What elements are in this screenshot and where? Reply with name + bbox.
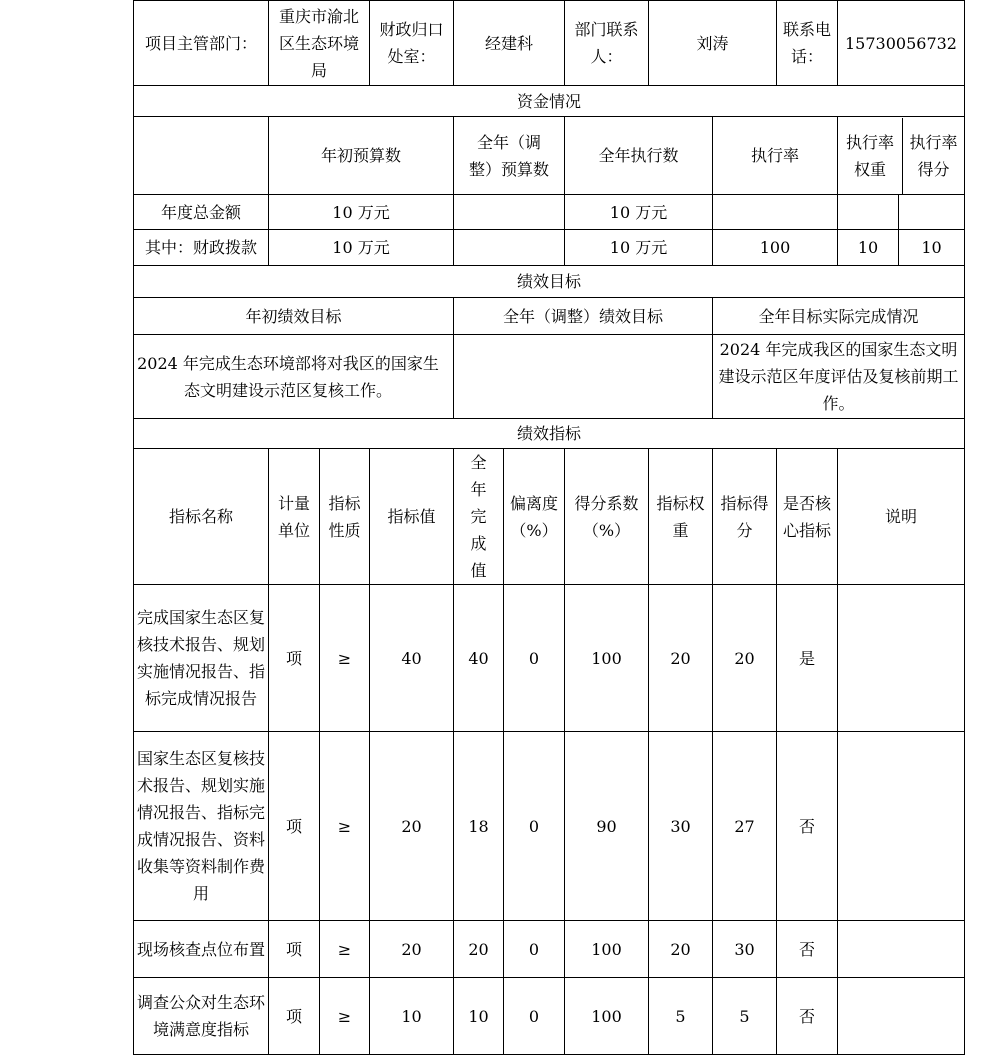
indicator-target: 40 <box>370 585 454 732</box>
indicator-actual: 10 <box>454 978 504 1055</box>
indicator-deviation: 0 <box>504 978 565 1055</box>
ind-header-name: 指标名称 <box>134 449 269 585</box>
indicator-weight: 20 <box>649 921 713 978</box>
goals-adjusted <box>454 335 713 419</box>
goals-header-initial: 年初绩效目标 <box>134 298 454 335</box>
indicator-core: 否 <box>777 732 838 921</box>
ind-header-deviation: 偏离度（%） <box>504 449 565 585</box>
funds-header-initial: 年初预算数 <box>269 117 454 195</box>
indicator-actual: 18 <box>454 732 504 921</box>
funds-row-rate: 100 <box>713 230 838 266</box>
indicator-coef: 100 <box>565 921 649 978</box>
indicator-deviation: 0 <box>504 732 565 921</box>
indicator-nature: ≥ <box>320 585 370 732</box>
indicator-name: 现场核查点位布置 <box>134 921 269 978</box>
indicator-nature: ≥ <box>320 732 370 921</box>
indicator-weight: 20 <box>649 585 713 732</box>
indicator-coef: 100 <box>565 978 649 1055</box>
funds-row-score: 10 <box>921 238 942 257</box>
funds-row-score <box>899 195 964 229</box>
goals-actual: 2024 年完成我区的国家生态文明建设示范区年度评估及复核前期工作。 <box>713 335 965 419</box>
indicator-note <box>838 978 965 1055</box>
ind-header-note: 说明 <box>838 449 965 585</box>
indicator-unit: 项 <box>269 921 320 978</box>
indicator-deviation: 0 <box>504 921 565 978</box>
indicator-weight: 30 <box>649 732 713 921</box>
funds-header-executed: 全年执行数 <box>565 117 713 195</box>
dept-label: 项目主管部门： <box>134 1 269 86</box>
funds-row-rate <box>713 195 838 230</box>
indicator-coef: 90 <box>565 732 649 921</box>
phone-label: 联系电话： <box>777 1 838 86</box>
ind-header-actual: 全年完成值 <box>454 449 504 585</box>
indicator-row <box>134 732 965 921</box>
funds-header-score: 执行率得分 <box>909 132 958 179</box>
funds-row-executed: 10 万元 <box>565 230 713 266</box>
goals-header-row <box>134 298 965 335</box>
person-label: 部门联系人： <box>565 1 649 86</box>
indicator-score: 20 <box>713 585 777 732</box>
indicator-weight: 5 <box>649 978 713 1055</box>
ind-header-core: 是否核心指标 <box>777 449 838 585</box>
indicator-score: 5 <box>713 978 777 1055</box>
funds-row-weight <box>838 195 899 229</box>
indicator-core: 否 <box>777 978 838 1055</box>
funds-header-adjusted: 全年（调整）预算数 <box>454 117 565 195</box>
indicator-actual: 20 <box>454 921 504 978</box>
funds-row <box>134 195 965 230</box>
funds-row-initial: 10 万元 <box>269 230 454 266</box>
indicator-nature: ≥ <box>320 978 370 1055</box>
indicator-core: 否 <box>777 921 838 978</box>
contact-row <box>134 1 965 86</box>
indicator-score: 30 <box>713 921 777 978</box>
indicator-nature: ≥ <box>320 921 370 978</box>
ind-header-score: 指标得分 <box>713 449 777 585</box>
ind-header-coef: 得分系数（%） <box>565 449 649 585</box>
indicator-target: 20 <box>370 732 454 921</box>
indicator-name: 调查公众对生态环境满意度指标 <box>134 978 269 1055</box>
indicator-name: 国家生态区复核技术报告、规划实施情况报告、指标完成情况报告、资料收集等资料制作费用 <box>134 732 269 921</box>
indicator-score: 27 <box>713 732 777 921</box>
goals-header-actual: 全年目标实际完成情况 <box>713 298 965 335</box>
funds-row-executed: 10 万元 <box>565 195 713 230</box>
funds-section-title: 资金情况 <box>134 86 965 117</box>
ind-header-weight: 指标权重 <box>649 449 713 585</box>
indicator-row <box>134 921 965 978</box>
funds-row <box>134 230 965 266</box>
funds-row-initial: 10 万元 <box>269 195 454 230</box>
indicators-header-row <box>134 449 965 585</box>
indicator-note <box>838 732 965 921</box>
indicator-target: 10 <box>370 978 454 1055</box>
goals-header-adjusted: 全年（调整）绩效目标 <box>454 298 713 335</box>
phone-value: 15730056732 <box>838 1 965 86</box>
funds-header-rate: 执行率 <box>713 117 838 195</box>
indicator-coef: 100 <box>565 585 649 732</box>
indicator-unit: 项 <box>269 978 320 1055</box>
funds-row-label: 其中：财政拨款 <box>134 230 269 266</box>
performance-table <box>133 0 965 1055</box>
indicator-core: 是 <box>777 585 838 732</box>
office-value: 经建科 <box>454 1 565 86</box>
funds-header-blank <box>134 117 269 195</box>
ind-header-nature: 指标性质 <box>320 449 370 585</box>
funds-header-weight: 执行率权重 <box>838 118 903 194</box>
indicator-note <box>838 921 965 978</box>
funds-header-row <box>134 117 965 195</box>
indicator-unit: 项 <box>269 732 320 921</box>
goals-row <box>134 335 965 419</box>
indicator-deviation: 0 <box>504 585 565 732</box>
funds-row-adjusted <box>454 230 565 266</box>
funds-row-adjusted <box>454 195 565 230</box>
indicator-row <box>134 978 965 1055</box>
person-value: 刘涛 <box>649 1 777 86</box>
indicator-row <box>134 585 965 732</box>
office-label: 财政归口处室： <box>370 1 454 86</box>
dept-value: 重庆市渝北区生态环境局 <box>269 1 370 86</box>
indicator-target: 20 <box>370 921 454 978</box>
indicator-unit: 项 <box>269 585 320 732</box>
goals-section-title: 绩效目标 <box>134 266 965 298</box>
indicators-section-title: 绩效指标 <box>134 419 965 449</box>
indicator-actual: 40 <box>454 585 504 732</box>
indicator-note <box>838 585 965 732</box>
goals-initial: 2024 年完成生态环境部将对我区的国家生态文明建设示范区复核工作。 <box>134 335 454 419</box>
funds-row-label: 年度总金额 <box>134 195 269 230</box>
funds-row-weight: 10 <box>838 230 899 265</box>
ind-header-target: 指标值 <box>370 449 454 585</box>
indicator-name: 完成国家生态区复核技术报告、规划实施情况报告、指标完成情况报告 <box>134 585 269 732</box>
ind-header-unit: 计量单位 <box>269 449 320 585</box>
